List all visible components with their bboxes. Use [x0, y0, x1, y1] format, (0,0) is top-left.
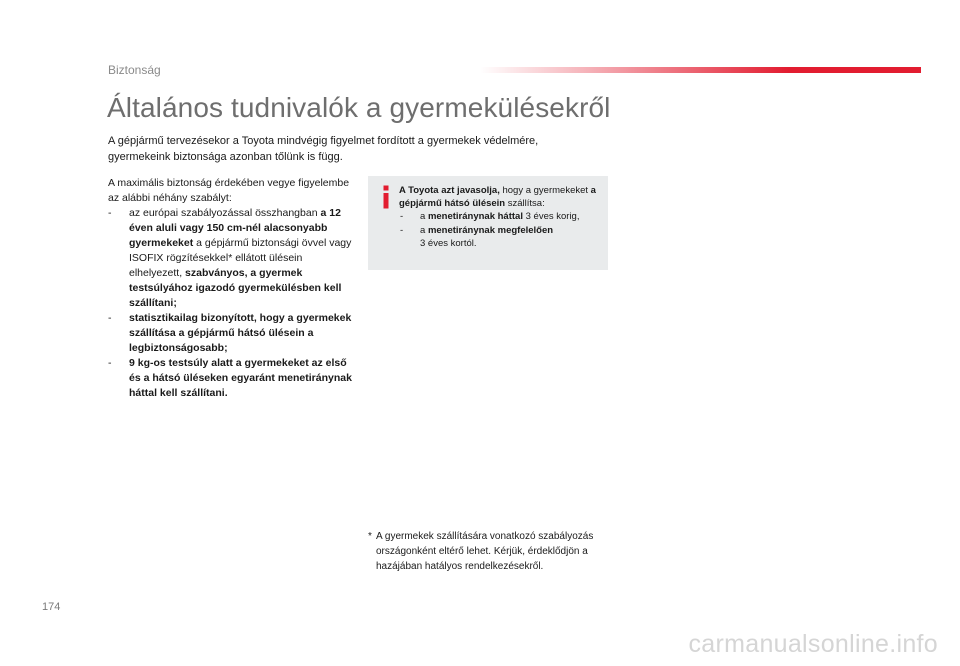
rule-1-text-b: a gépjármű biztonsági övvel vagy ISOFIX rögzítésekkel* ellátott ülésein elhelyezett,: [129, 237, 352, 279]
rule-1-text-a: az európai szabályozással összhangban: [129, 207, 321, 219]
info-icon: [381, 185, 391, 209]
recommendation-list: [399, 210, 603, 250]
rule-3-text: 9 kg-os testsúly alatt a gyermekeket az első és a hátsó üléseken egyaránt menetiránynak háttal kell szállítani.: [129, 357, 352, 399]
recommendation-text: [399, 184, 603, 250]
safety-rules: [108, 176, 353, 401]
rule-item-1: [108, 206, 353, 311]
intro-line-2: gyermekeink biztonsága azonban tőlünk is függ.: [108, 150, 343, 163]
footnote-marker: *: [368, 531, 372, 542]
footnote-text: A gyermekek szállítására vonatkozó szabályozás országonként eltérő lehet. Kérjük, érdeklődjön a hazájában hatályos rendelkezésekről.: [376, 531, 594, 572]
watermark: carmanualsonline.info: [688, 630, 938, 658]
recommendation-item-2: [399, 224, 603, 250]
recommendation-bold-a: A Toyota azt javasolja,: [399, 185, 500, 196]
rule-1-bold-a: a 12 éven aluli vagy 150 cm-nél alacsonyabb gyermekeket: [129, 207, 341, 249]
rec-1-bold: menetiránynak háttal: [427, 211, 523, 223]
intro-line-1: A gépjármű tervezésekor a Toyota mindvégig figyelmet fordított a gyermekek védelmére,: [108, 135, 539, 147]
rules-lead: A maximális biztonság érdekében vegye figyelembe az alábbi néhány szabályt:: [108, 177, 350, 204]
recommendation-box: [368, 176, 608, 270]
recommendation-text-a: hogy a gyermekeket: [499, 185, 591, 196]
intro-paragraph: [108, 134, 578, 165]
recommendation-text-b: szállítsa:: [505, 198, 545, 210]
rec-1-post: 3 éves korig,: [522, 211, 580, 223]
rec-2-bold: menetiránynak megfelelően: [427, 224, 554, 236]
footnote: [368, 529, 608, 574]
section-label: Biztonság: [108, 63, 161, 77]
rec-2-pre: a: [420, 224, 428, 236]
rule-item-3: [108, 356, 353, 401]
recommendation-lead: [399, 184, 603, 210]
rule-item-2: [108, 311, 353, 356]
header-accent-bar: [480, 67, 921, 73]
rule-2-text: statisztikailag bizonyított, hogy a gyermekek szállítása a gépjármű hátsó ülésein a legbiztonságosabb;: [129, 312, 352, 354]
recommendation-item-1: [399, 210, 603, 223]
rec-1-pre: a: [420, 211, 428, 223]
rec-2-post: 3 éves kortól.: [420, 237, 477, 249]
rule-1-bold-b: szabványos, a gyermek testsúlyához igazodó gyermekülésben kell szállítani;: [129, 267, 342, 309]
page-number: 174: [42, 601, 61, 613]
recommendation-bold-b: a gépjármű hátsó ülésein: [399, 185, 596, 210]
page-title: Általános tudnivalók a gyermekülésekről: [107, 92, 611, 123]
rules-list: [108, 206, 353, 401]
